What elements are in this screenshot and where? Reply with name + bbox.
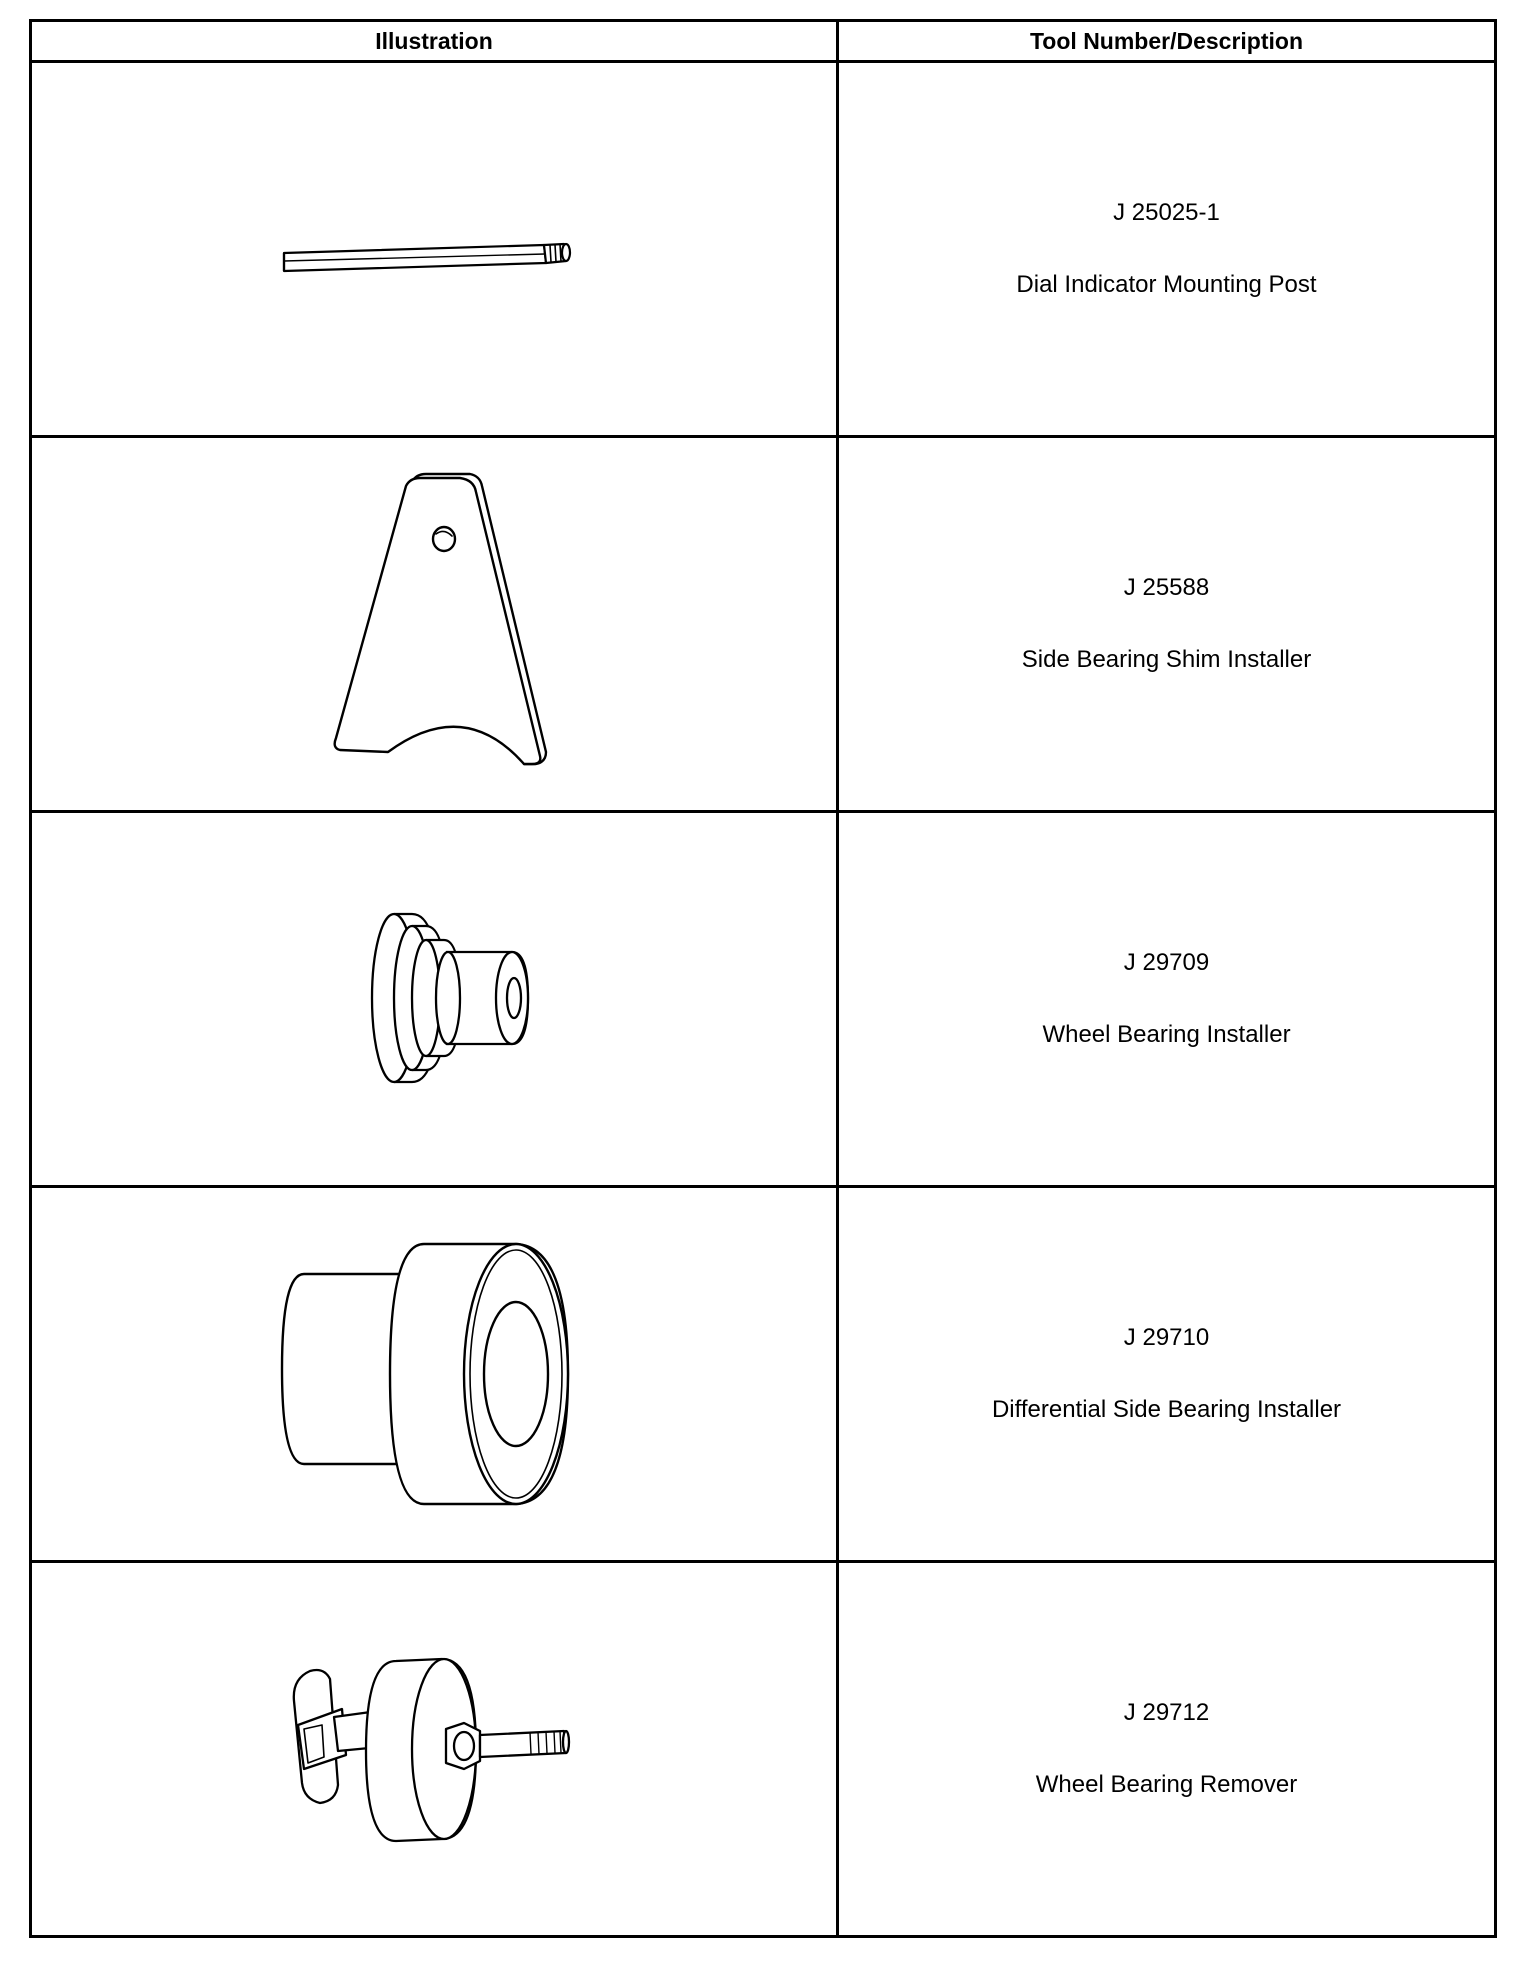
illustration-cell (31, 1187, 838, 1562)
tool-description: Wheel Bearing Installer (1042, 1021, 1291, 1048)
tool-table (29, 19, 1497, 1938)
illustration-cell (31, 437, 838, 812)
illustration-cell (31, 62, 838, 437)
tool-description: Side Bearing Shim Installer (1021, 646, 1312, 673)
wheel-bearing-remover-icon (264, 1639, 604, 1859)
dial-indicator-mounting-post-icon (254, 209, 614, 289)
table-header-row (31, 21, 1496, 62)
tool-number: J 25025-1 (1113, 199, 1220, 226)
differential-side-bearing-installer-icon (264, 1234, 604, 1514)
table-row (31, 62, 1496, 437)
tool-number: J 29712 (1123, 1699, 1210, 1726)
header-illustration: Illustration (31, 21, 838, 62)
side-bearing-shim-installer-icon (284, 464, 584, 784)
illustration-cell (31, 812, 838, 1187)
tool-description: Differential Side Bearing Installer (991, 1396, 1342, 1423)
description-cell (838, 437, 1496, 812)
description-cell (838, 1562, 1496, 1937)
table-row (31, 812, 1496, 1187)
tool-number: J 29709 (1123, 949, 1210, 976)
table-row (31, 1187, 1496, 1562)
description-cell (838, 812, 1496, 1187)
illustration-cell (31, 1562, 838, 1937)
table-row (31, 437, 1496, 812)
tool-description: Wheel Bearing Remover (1035, 1771, 1298, 1798)
description-cell (838, 62, 1496, 437)
header-tool-number-description: Tool Number/Description (838, 21, 1496, 62)
tool-number: J 25588 (1123, 574, 1210, 601)
table-row (31, 1562, 1496, 1937)
tool-number: J 29710 (1123, 1324, 1210, 1351)
wheel-bearing-installer-icon (334, 904, 534, 1094)
tool-description: Dial Indicator Mounting Post (1016, 271, 1317, 298)
description-cell (838, 1187, 1496, 1562)
